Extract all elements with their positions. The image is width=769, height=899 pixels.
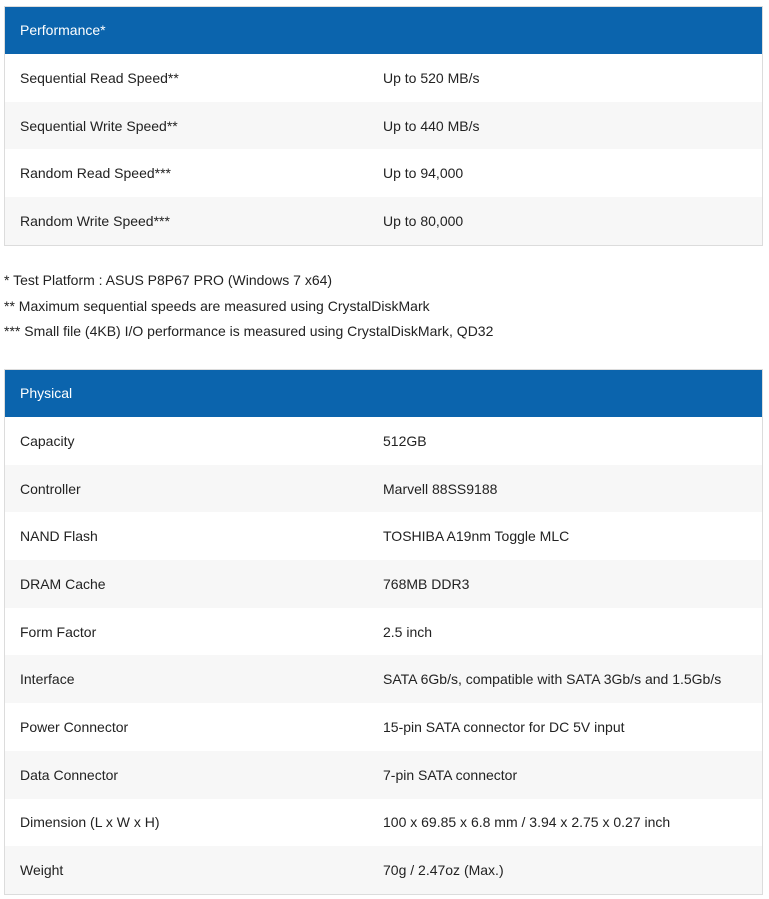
- row-value: Up to 520 MB/s: [383, 69, 480, 86]
- table-row: [5, 560, 762, 608]
- row-value: Up to 94,000: [383, 165, 464, 182]
- table-row: [5, 197, 762, 245]
- row-value: Marvell 88SS9188: [383, 480, 498, 497]
- row-label: Controller: [20, 480, 81, 497]
- row-label: DRAM Cache: [20, 575, 106, 592]
- row-value: TOSHIBA A19nm Toggle MLC: [383, 528, 570, 545]
- row-label: Sequential Write Speed**: [20, 117, 178, 134]
- table-row: [5, 512, 762, 560]
- footnote: ** Maximum sequential speeds are measured using CrystalDiskMark: [4, 297, 430, 314]
- row-value: 15-pin SATA connector for DC 5V input: [383, 718, 625, 735]
- table-row: [5, 655, 762, 703]
- row-value: SATA 6Gb/s, compatible with SATA 3Gb/s and 1.5Gb/s: [383, 671, 722, 688]
- row-label: Sequential Read Speed**: [20, 69, 179, 86]
- row-label: Data Connector: [20, 766, 119, 783]
- table-row: [5, 751, 762, 799]
- physical-body: [5, 417, 762, 894]
- table-row: [5, 149, 762, 197]
- footnote: * Test Platform : ASUS P8P67 PRO (Windows 7 x64): [4, 272, 333, 288]
- row-value: 7-pin SATA connector: [383, 766, 518, 783]
- performance-body: [5, 54, 762, 245]
- table-row: [5, 54, 762, 102]
- row-label: Power Connector: [20, 718, 129, 735]
- row-value: 100 x 69.85 x 6.8 mm / 3.94 x 2.75 x 0.27 inch: [383, 814, 671, 831]
- row-value: 512GB: [383, 432, 427, 449]
- table-row: [5, 846, 762, 894]
- physical-header: Physical: [5, 370, 762, 417]
- row-label: Capacity: [20, 432, 75, 449]
- performance-table: [4, 6, 763, 246]
- table-row: [5, 703, 762, 751]
- footnote: *** Small file (4KB) I/O performance is measured using CrystalDiskMark, QD32: [4, 323, 494, 339]
- row-label: Interface: [20, 671, 75, 688]
- physical-table: [4, 369, 763, 895]
- table-row: [5, 417, 762, 465]
- table-row: [5, 465, 762, 513]
- row-value: 70g / 2.47oz (Max.): [383, 862, 504, 879]
- row-label: Form Factor: [20, 623, 97, 640]
- table-row: [5, 608, 762, 656]
- footnotes: [4, 268, 493, 345]
- performance-header: Performance*: [5, 7, 762, 54]
- row-value: 2.5 inch: [383, 623, 433, 640]
- table-row: [5, 799, 762, 847]
- row-label: NAND Flash: [20, 528, 98, 545]
- row-label: Random Read Speed***: [20, 165, 171, 182]
- row-value: 768MB DDR3: [383, 575, 470, 592]
- row-label: Random Write Speed***: [20, 212, 170, 229]
- row-value: Up to 440 MB/s: [383, 117, 480, 134]
- row-label: Weight: [20, 862, 64, 879]
- table-row: [5, 102, 762, 150]
- row-label: Dimension (L x W x H): [20, 814, 160, 831]
- row-value: Up to 80,000: [383, 212, 464, 229]
